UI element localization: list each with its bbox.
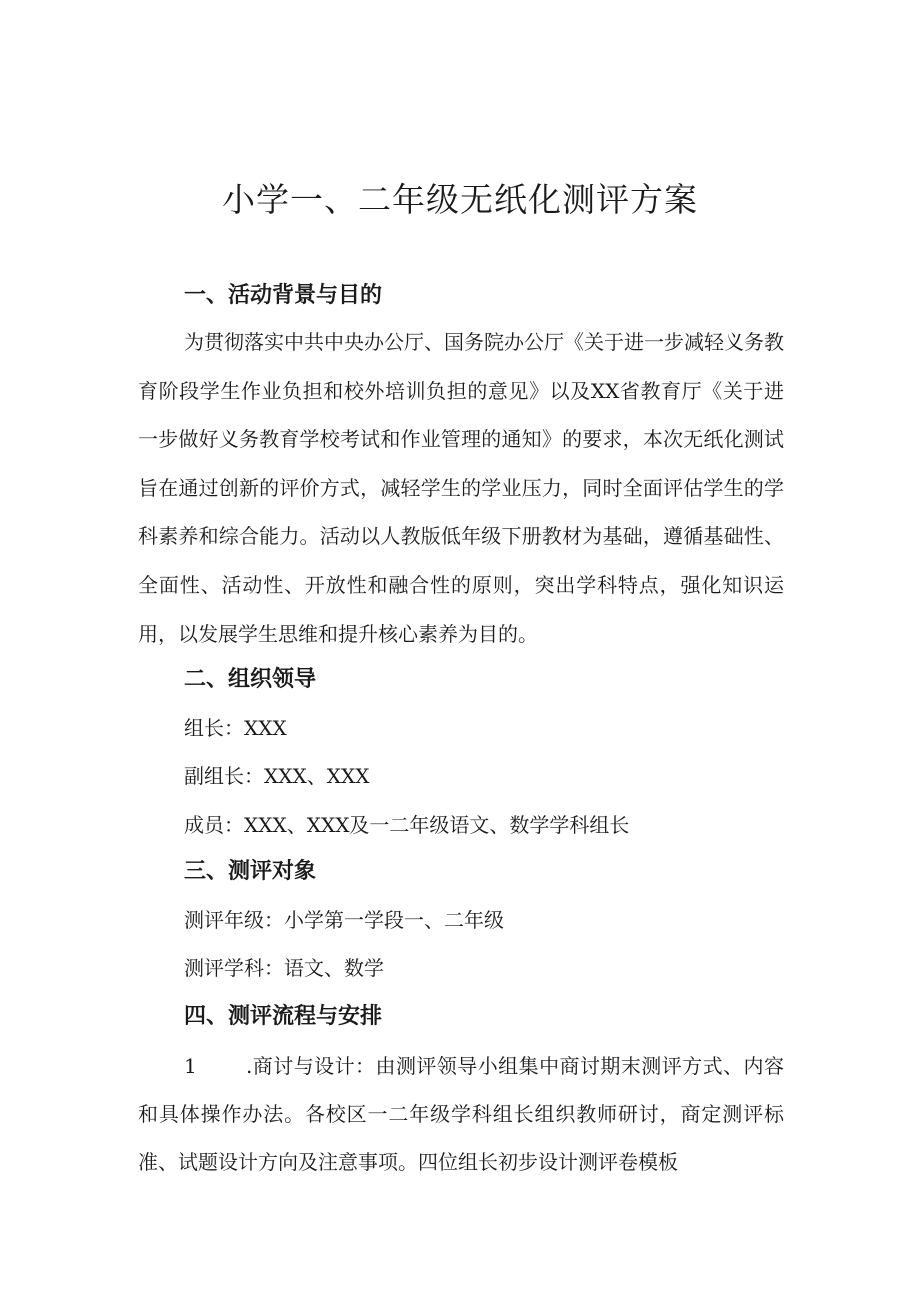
section-paragraph-background: 为贯彻落实中共中央办公厅、国务院办公厅《关于进一步减轻义务教育阶段学生作业负担和校外培训负担的意见》以及XX省教育厅《关于进一步做好义务教育学校考试和作业管理的通知》的要求，本次无纸化测试旨在通过创新的评价方式，减轻学生的学业压力，同时全面评估学生的学科素养和综合能力。活动以人教版低年级下册教材为基础，遵循基础性、全面性、活动性、开放性和融合性的原则，突出学科特点，强化知识运用，以发展学生思维和提升核心素养为目的。	[138, 330, 784, 646]
document-title: 小学一、二年级无纸化测评方案	[222, 180, 698, 219]
step-number: 1	[184, 1054, 197, 1078]
target-grade-line: 测评年级：小学第一学段一、二年级	[184, 908, 504, 932]
target-subject-line: 测评学科：语文、数学	[184, 956, 384, 980]
section-heading-targets: 三、测评对象	[184, 859, 317, 884]
process-step-1	[138, 1042, 784, 1186]
section-heading-organization: 二、组织领导	[184, 667, 317, 692]
deputy-leader-line: 副组长：XXX、XXX	[184, 764, 370, 788]
section-heading-process: 四、测评流程与安排	[184, 1004, 383, 1029]
leader-line: 组长：XXX	[184, 716, 287, 740]
members-line: 成员：XXX、XXX及一二年级语文、数学学科组长	[184, 813, 630, 837]
step-text: .商讨与设计：由测评领导小组集中商讨期末测评方式、内容和具体操作办法。各校区一二年级学科组长组织教师研讨，商定测评标准、试题设计方向及注意事项。四位组长初步设计测评卷模板	[138, 1054, 784, 1174]
section-heading-background: 一、活动背景与目的	[184, 283, 383, 308]
